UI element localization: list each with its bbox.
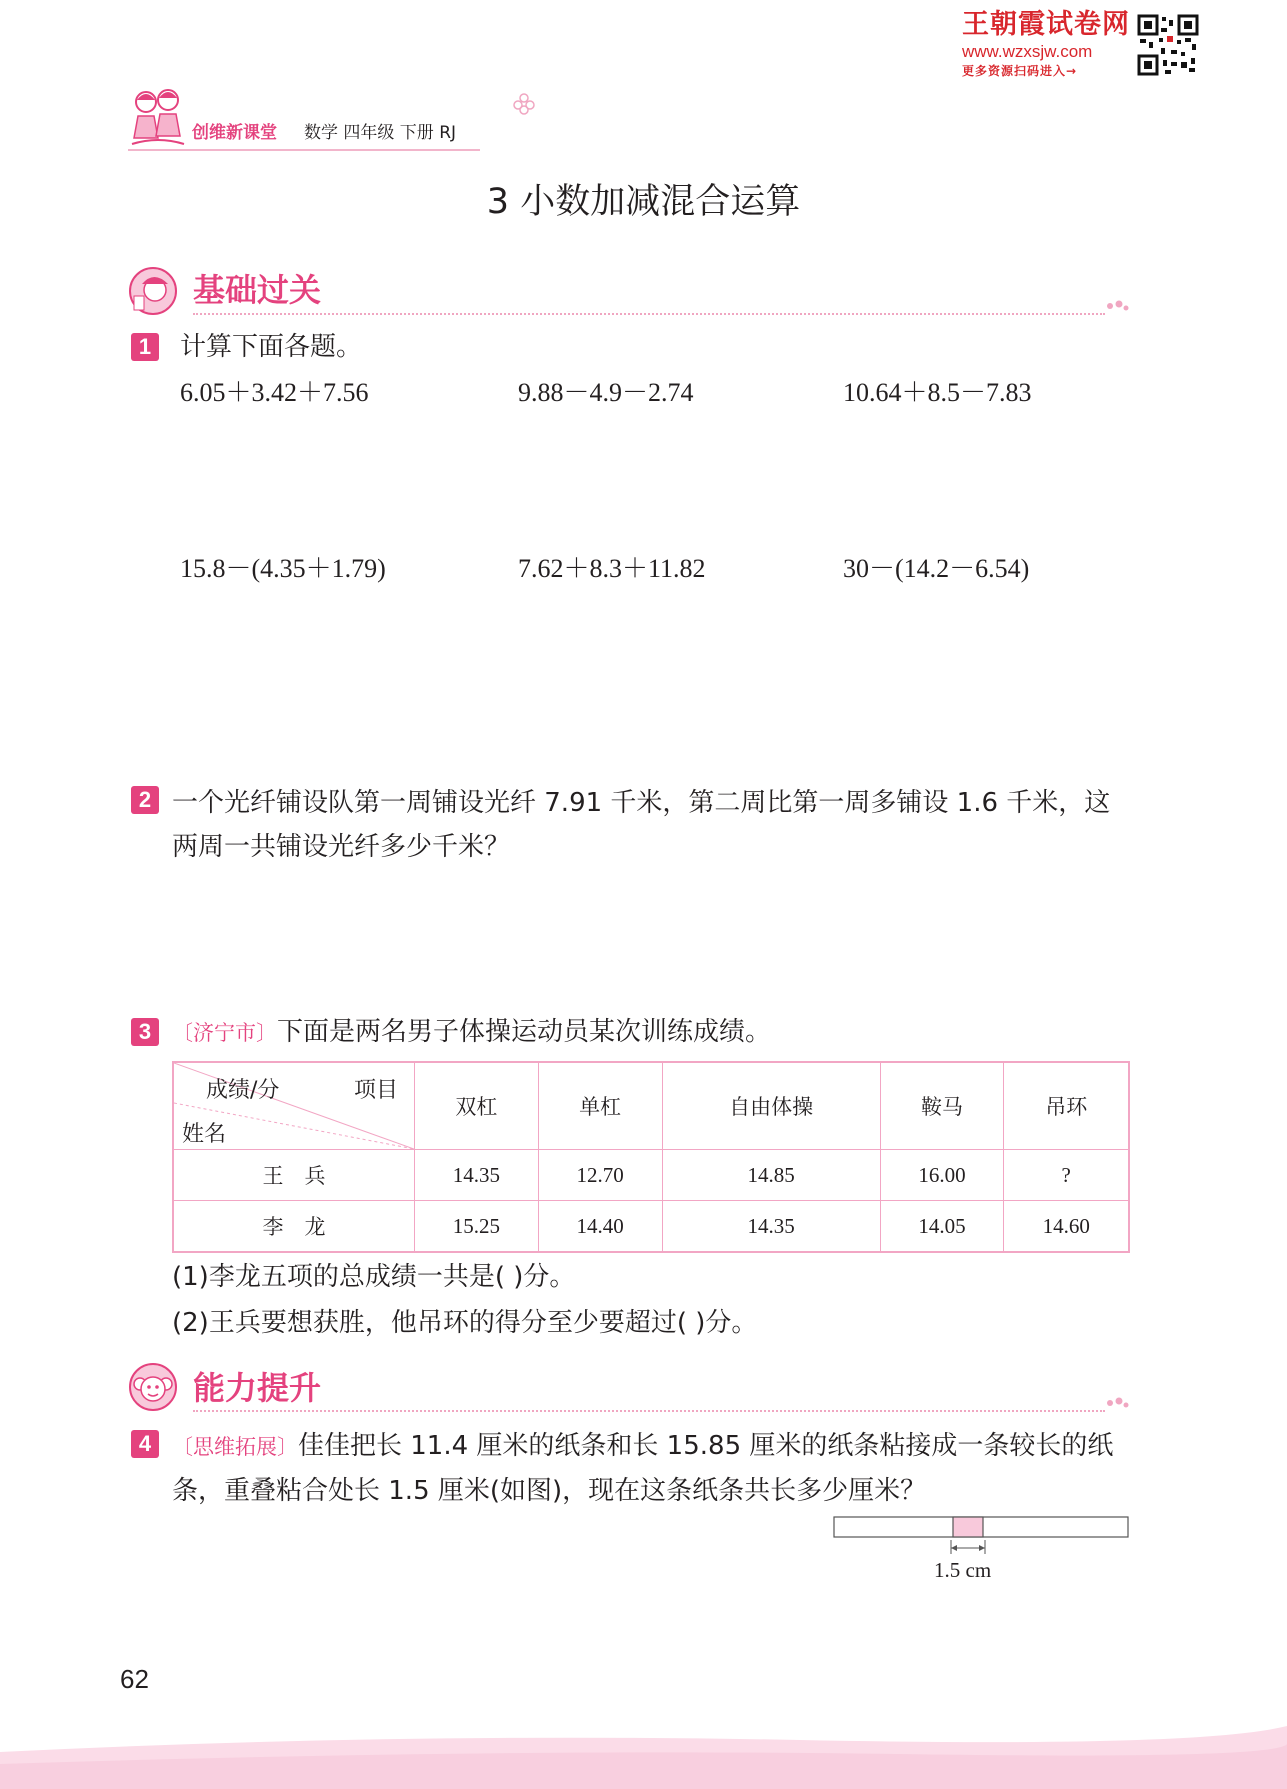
header-divider (128, 149, 480, 151)
brand-title: 王朝霞试卷网 (962, 9, 1130, 40)
score-cell: 14.60 (1004, 1201, 1129, 1253)
section-divider (193, 313, 1105, 315)
score-cell: 14.35 (662, 1201, 880, 1253)
page-title: 3 小数加减混合运算 (486, 182, 801, 222)
question-number-2: 2 (131, 786, 159, 814)
column-header: 鞍马 (880, 1062, 1004, 1150)
athlete-name: 李 龙 (173, 1201, 415, 1253)
corner-score-label: 成绩/分 (206, 1078, 280, 1103)
brand-block (962, 8, 1134, 80)
question-number-1: 1 (131, 333, 159, 361)
score-cell: 16.00 (880, 1150, 1004, 1201)
question-1-text: 计算下面各题。 (180, 332, 363, 362)
expression: 9.88－4.9－2.74 (518, 378, 694, 407)
column-header: 单杠 (538, 1062, 662, 1150)
teacher-avatar-icon (128, 266, 178, 316)
expression: 10.64＋8.5－7.83 (843, 378, 1032, 407)
question-number-4: 4 (131, 1430, 159, 1458)
score-cell: ? (1004, 1150, 1129, 1201)
category-tag: 〔思维拓展〕 (172, 1435, 298, 1459)
expression: 6.05＋3.42＋7.56 (180, 378, 369, 407)
page-number: 62 (120, 1664, 149, 1694)
brand-url[interactable]: www.wzxsjw.com (962, 42, 1093, 61)
series-name: 创维新课堂 (192, 123, 277, 143)
corner-item-label: 项目 (353, 1078, 398, 1103)
paper-strip-diagram (833, 1516, 1129, 1538)
score-table (172, 1061, 1130, 1253)
score-cell: 12.70 (538, 1150, 662, 1201)
score-cell: 14.05 (880, 1201, 1004, 1253)
sub-question-1: (1)李龙五项的总成绩一共是( )分。 (172, 1262, 576, 1292)
qr-code-icon[interactable] (1137, 14, 1199, 76)
question-3-text: 下面是两名男子体操运动员某次训练成绩。 (277, 1017, 772, 1047)
mascot-children-icon (128, 86, 188, 152)
column-header: 自由体操 (662, 1062, 880, 1150)
question-4-text: 佳佳把长 11.4 厘米的纸条和长 15.85 厘米的纸条粘接成一条较长的纸条，重叠粘合处长 1.5 厘米(如图)，现在这条纸条共长多少厘米？ (172, 1431, 1114, 1506)
question-4-line (172, 1424, 1132, 1513)
athlete-name: 王 兵 (173, 1150, 415, 1201)
expression: 7.62＋8.3＋11.82 (518, 554, 706, 583)
dots-icon (1106, 300, 1130, 312)
table-row (173, 1201, 1129, 1253)
expression: 15.8－(4.35＋1.79) (180, 554, 386, 583)
monkey-avatar-icon (128, 1362, 178, 1412)
dots-icon (1106, 1397, 1130, 1409)
corner-name-label: 姓名 (182, 1122, 227, 1147)
question-3-line (172, 1015, 771, 1050)
table-corner-cell (173, 1062, 415, 1150)
section-title-advanced: 能力提升 (193, 1369, 322, 1407)
section-divider (193, 1410, 1105, 1412)
footer-band (0, 1712, 1287, 1789)
question-number-3: 3 (131, 1018, 159, 1046)
measure-arrow-icon (948, 1540, 988, 1556)
brand-note: 更多资源扫码进入→ (962, 64, 1078, 78)
expression: 30－(14.2－6.54) (843, 554, 1030, 583)
table-row (173, 1150, 1129, 1201)
section-title-basic: 基础过关 (193, 271, 322, 309)
score-cell: 14.85 (662, 1150, 880, 1201)
score-cell: 14.35 (415, 1150, 539, 1201)
overlap-length-label: 1.5 cm (934, 1558, 992, 1582)
score-cell: 15.25 (415, 1201, 539, 1253)
score-cell: 14.40 (538, 1201, 662, 1253)
region-tag: 〔济宁市〕 (172, 1021, 277, 1045)
question-2-text: 一个光纤铺设队第一周铺设光纤 7.91 千米，第二周比第一周多铺设 1.6 千米，这两周一共铺设光纤多少千米？ (172, 788, 1111, 862)
flower-icon (512, 92, 536, 116)
book-info: 数学 四年级 下册 RJ (304, 123, 457, 143)
sub-question-2: (2)王兵要想获胜，他吊环的得分至少要超过( )分。 (172, 1308, 758, 1338)
column-header: 吊环 (1004, 1062, 1129, 1150)
column-header: 双杠 (415, 1062, 539, 1150)
